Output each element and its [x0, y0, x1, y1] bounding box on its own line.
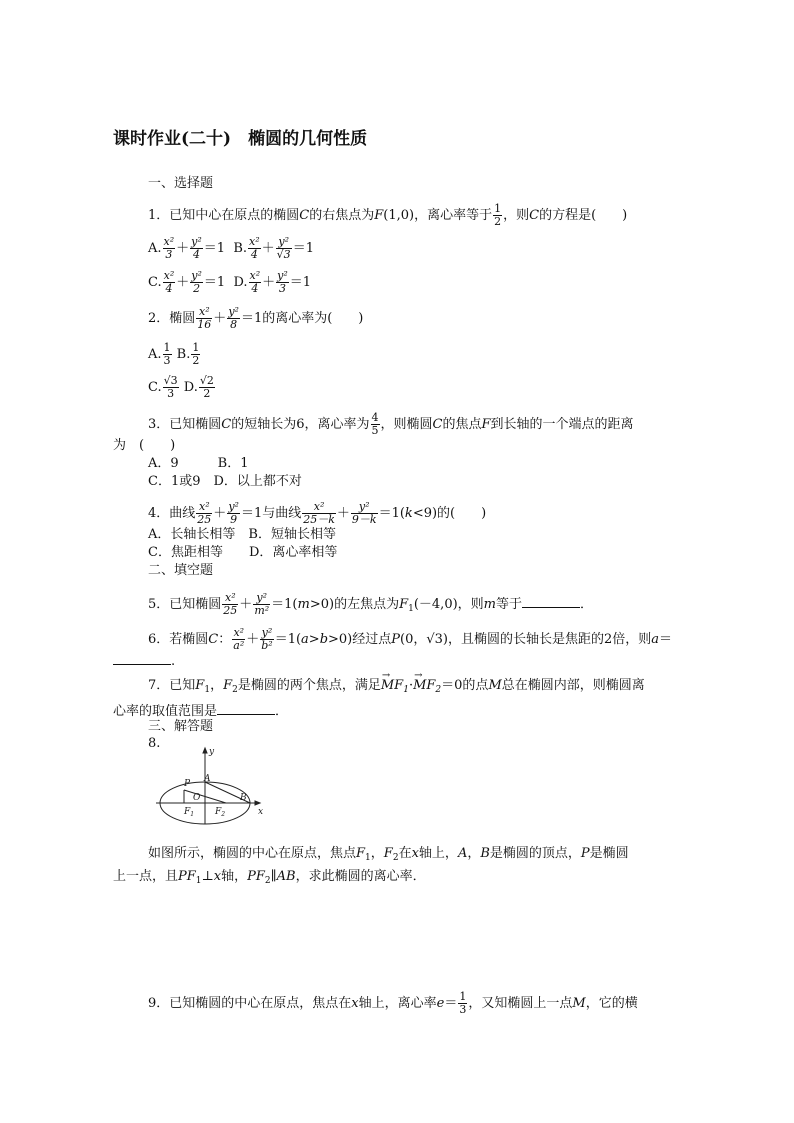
question-6: 6．若椭圆C： $\frac{\text{x²}}{\text{a²}}$ ＋ $\frac{\text{y²}}{\text{b²}}$ ＝1(a>b>0)经过点P(0，√3)，且椭圆的长轴长是焦距的2倍，则a＝: [148, 626, 673, 652]
q7-continuation: 心率的取值范围是 ．: [113, 704, 289, 719]
q2-options-ab: A. $\frac{1}{3}$ B. $\frac{1}{2}$: [148, 341, 200, 367]
fraction: $\frac{1}{2}$: [494, 202, 502, 228]
label-a: A: [204, 774, 211, 784]
page-title: 课时作业(二十) 椭圆的几何性质: [113, 129, 368, 149]
label-x: x: [258, 807, 264, 817]
answer-blank[interactable]: [217, 702, 275, 715]
label-b: B: [240, 793, 247, 803]
question-3: 3．已知椭圆C的短轴长为6，离心率为 $\frac{4}{5}$ ，则椭圆C的焦点F到长轴的一个端点的距离: [148, 411, 634, 437]
section-answer: 三、解答题: [148, 719, 214, 734]
x-axis-arrow: [255, 801, 260, 805]
label-f1: $F_1$: [184, 807, 195, 818]
question-7: 7．已知$F_1$，$F_2$是椭圆的两个焦点，满足→ $MF_1\cdot\to MF_2=0$的点M总在椭圆内部，则椭圆离: [148, 678, 645, 698]
answer-blank[interactable]: [113, 652, 171, 665]
q8-text-line1: 如图所示，椭圆的中心在原点，焦点$F_1$，$F_2$在x轴上，A，B是椭圆的顶点，P是椭圆: [148, 846, 629, 863]
label-p: P: [184, 779, 191, 789]
question-8-number: 8.: [148, 736, 161, 751]
label-y: y: [209, 747, 215, 757]
q4-options-ab: A．长轴长相等 B．短轴长相等: [148, 527, 336, 542]
q3-options-cd: C．1或9 D．以上都不对: [148, 474, 302, 489]
question-2: 2．椭圆 $\frac{\text{x²}}{16}$ ＋ $\frac{\text{y²}}{8}$ ＝1的离心率为( ): [148, 305, 364, 331]
section-choice: 一、选择题: [148, 176, 214, 191]
question-5: 5．已知椭圆 $\frac{\text{x²}}{25}$ ＋ $\frac{\text{y²}}{\text{m²}}$ ＝1(m>0)的左焦点为$F_1(-4,0)$，则m等于 ．: [148, 591, 594, 617]
answer-blank[interactable]: [522, 595, 580, 608]
question-1: 1．已知中心在原点的椭圆C的右焦点为F(1,0)，离心率等于 $\frac{1}{2}$ ，则C的方程是( ): [148, 202, 628, 228]
question-4: 4．曲线 $\frac{\text{x²}}{25}$ ＋ $\frac{\text{y²}}{9}$ ＝1与曲线 $\frac{\text{x²}}{25-k}$ ＋ $\frac{\text{y²}}{9-k}$ ＝1(k<9)的( ): [148, 500, 487, 526]
label-o: O: [193, 793, 201, 803]
q8-text-line2: 上一点，且$PF_1\perp x$轴，$PF_2\parallel AB$，求此椭圆的离心率．: [113, 869, 426, 886]
label-f2: $F_2$: [215, 807, 226, 818]
q2-options-cd: C. $\frac{√3}{3}$ D. $\frac{√2}{2}$: [148, 374, 214, 400]
q3-options-ab: A．9 B．1: [148, 456, 249, 471]
q6-continuation: .: [113, 652, 175, 670]
q4-options-cd: C．焦距相等 D．离心率相等: [148, 545, 338, 560]
q1-options-cd: C. $\frac{\text{x²}}{4}$ ＋ $\frac{\text{y²}}{2}$ ＝1 D. $\frac{\text{x²}}{4}$ ＋ $\frac{\text{y²}}{3}$ ＝1: [148, 269, 312, 295]
ellipse-figure: [148, 744, 268, 826]
section-fill: 二、填空题: [148, 563, 214, 578]
q3-continuation: 为 ( ): [113, 438, 176, 453]
y-axis-arrow: [203, 748, 207, 753]
question-9: 9．已知椭圆的中心在原点，焦点在x轴上，离心率e＝ $\frac{1}{3}$ ，又知椭圆上一点M，它的横: [148, 990, 638, 1016]
q1-options-ab: A. $\frac{\text{x²}}{3}$ ＋ $\frac{\text{y²}}{4}$ ＝1 B. $\frac{\text{x²}}{4}$ ＋ $\frac{\text{y²}}{√3}$ ＝1: [148, 235, 314, 261]
